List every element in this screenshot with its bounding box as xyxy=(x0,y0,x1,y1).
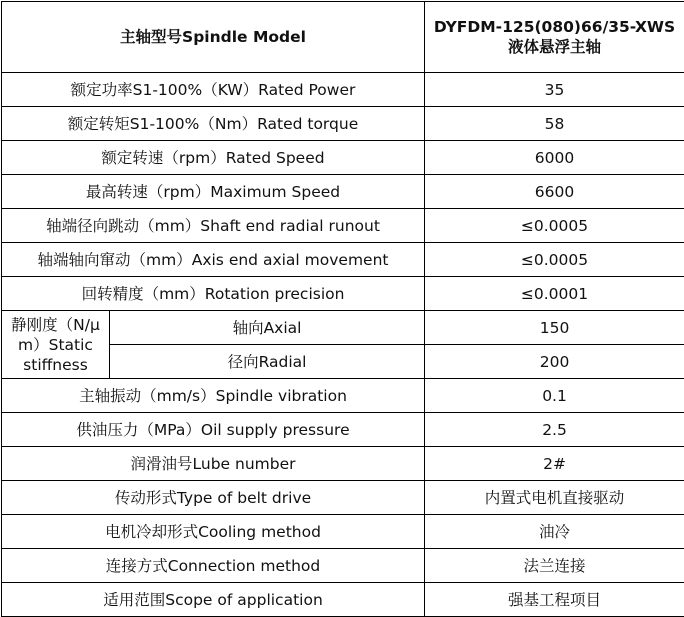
row-label: 回转精度（mm）Rotation precision xyxy=(2,277,425,311)
row-value: 强基工程项目 xyxy=(425,583,684,617)
header-row xyxy=(2,2,684,73)
row-value: 6600 xyxy=(425,175,684,209)
table-row xyxy=(2,413,684,447)
table-row xyxy=(2,175,684,209)
row-value: 2.5 xyxy=(425,413,684,447)
row-label: 电机冷却形式Cooling method xyxy=(2,515,425,549)
axial-label: 轴向Axial xyxy=(110,311,425,345)
table-row xyxy=(2,379,684,413)
row-label: 适用范围Scope of application xyxy=(2,583,425,617)
row-label: 供油压力（MPa）Oil supply pressure xyxy=(2,413,425,447)
table-row xyxy=(2,209,684,243)
table-row xyxy=(2,583,684,617)
row-label: 额定功率S1-100%（KW）Rated Power xyxy=(2,73,425,107)
spindle-spec-table xyxy=(1,1,684,617)
row-label: 额定转速（rpm）Rated Speed xyxy=(2,141,425,175)
table-row xyxy=(2,141,684,175)
row-label: 轴端径向跳动（mm）Shaft end radial runout xyxy=(2,209,425,243)
stiffness-label-line1: 静刚度（N/μ xyxy=(11,315,100,334)
stiffness-axial-row xyxy=(2,311,684,345)
row-label: 额定转矩S1-100%（Nm）Rated torque xyxy=(2,107,425,141)
row-value: ≤0.0001 xyxy=(425,277,684,311)
row-value: 2# xyxy=(425,447,684,481)
row-label: 轴端轴向窜动（mm）Axis end axial movement xyxy=(2,243,425,277)
stiffness-label-line2: m）Static xyxy=(18,335,93,354)
row-value: 法兰连接 xyxy=(425,549,684,583)
row-label: 最高转速（rpm）Maximum Speed xyxy=(2,175,425,209)
row-value: ≤0.0005 xyxy=(425,243,684,277)
model-type: 液体悬浮主轴 xyxy=(508,38,602,56)
row-value: 6000 xyxy=(425,141,684,175)
row-value: ≤0.0005 xyxy=(425,209,684,243)
header-label-cell: 主轴型号Spindle Model xyxy=(2,2,425,73)
row-value: 58 xyxy=(425,107,684,141)
table-row xyxy=(2,277,684,311)
row-value: 35 xyxy=(425,73,684,107)
row-value: 油冷 xyxy=(425,515,684,549)
radial-value: 200 xyxy=(425,345,684,379)
table-row xyxy=(2,73,684,107)
row-value: 0.1 xyxy=(425,379,684,413)
table-row xyxy=(2,481,684,515)
row-label: 润滑油号Lube number xyxy=(2,447,425,481)
row-label: 连接方式Connection method xyxy=(2,549,425,583)
stiffness-label-cell xyxy=(2,311,110,379)
model-name: DYFDM-125(080)66/35-XWS xyxy=(433,18,676,36)
row-label: 主轴振动（mm/s）Spindle vibration xyxy=(2,379,425,413)
header-model-cell xyxy=(425,2,684,73)
table-row xyxy=(2,243,684,277)
table-row xyxy=(2,515,684,549)
radial-label: 径向Radial xyxy=(110,345,425,379)
table-row xyxy=(2,549,684,583)
axial-value: 150 xyxy=(425,311,684,345)
row-label: 传动形式Type of belt drive xyxy=(2,481,425,515)
row-value: 内置式电机直接驱动 xyxy=(425,481,684,515)
table-row xyxy=(2,107,684,141)
table-row xyxy=(2,447,684,481)
stiffness-label-line3: stiffness xyxy=(23,355,88,374)
